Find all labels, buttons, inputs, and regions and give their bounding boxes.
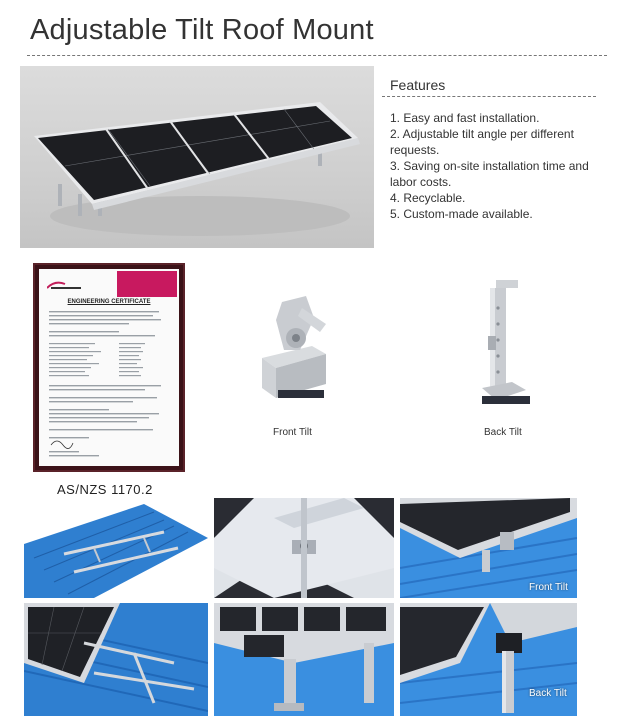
feature-item: 5. Custom-made available. [390, 207, 533, 221]
certificate-caption: AS/NZS 1170.2 [57, 482, 153, 497]
front-tilt-photo-label: Front Tilt [529, 582, 568, 593]
feature-item: 1. Easy and fast installation. [390, 111, 540, 125]
roof-rails-photo [24, 498, 208, 598]
feature-item: 4. Recyclable. [390, 191, 466, 205]
certificate-body-text [49, 311, 167, 461]
certificate-banner [117, 271, 177, 297]
certificate-logo [47, 277, 83, 287]
back-tilt-roof-photo [400, 603, 577, 716]
front-tilt-bracket-image [252, 294, 336, 406]
panels-on-roof-photo [24, 603, 208, 716]
hero-panel-image [20, 66, 374, 248]
features-divider [382, 96, 596, 97]
certificate-heading: ENGINEERING CERTIFICATE [67, 299, 151, 305]
features-list [390, 110, 620, 222]
feature-item: 3. Saving on-site installation time and labor costs. [390, 159, 589, 189]
back-tilt-photo-label: Back Tilt [529, 688, 567, 699]
features-heading: Features [390, 77, 446, 93]
back-tilt-label: Back Tilt [484, 427, 522, 438]
certificate-document [39, 269, 179, 466]
rear-view-photo [214, 603, 394, 716]
front-tilt-label: Front Tilt [273, 427, 312, 438]
certificate-frame [33, 263, 185, 472]
solar-array-illustration [20, 66, 374, 248]
feature-item: 2. Adjustable tilt angle per different requests. [390, 127, 574, 157]
back-tilt-leg-image [476, 278, 536, 414]
clamp-closeup-photo [214, 498, 394, 598]
title-divider [27, 55, 607, 56]
page-title: Adjustable Tilt Roof Mount [30, 14, 374, 46]
